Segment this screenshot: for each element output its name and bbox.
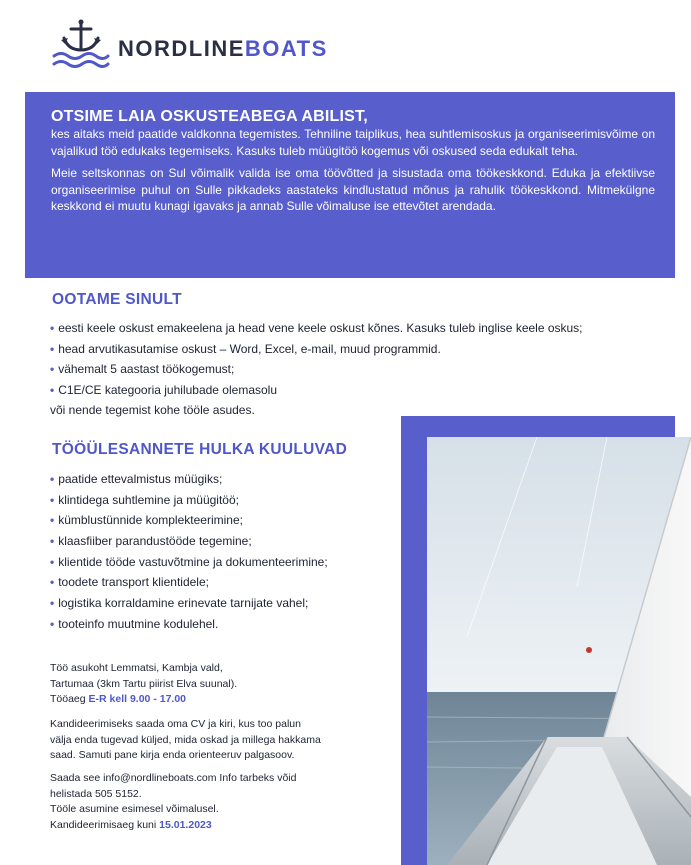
list-item bbox=[50, 318, 583, 339]
deadline-value: 15.01.2023 bbox=[159, 818, 212, 831]
logo-part-2: BOATS bbox=[244, 36, 328, 61]
list-item-text: eesti keele oskust emakeelena ja head vene keele oskust kõnes. Kasuks tuleb inglise keele oskus; bbox=[58, 321, 583, 335]
bullet-icon: • bbox=[50, 575, 55, 590]
start-line: Tööle asumine esimesel võimalusel. bbox=[50, 803, 219, 815]
bullet-icon: • bbox=[50, 383, 55, 398]
list-item bbox=[50, 469, 328, 490]
hours-label: Tööaeg bbox=[50, 693, 89, 705]
hours-value: E-R kell 9.00 - 17.00 bbox=[88, 693, 187, 705]
list-item-text: klientide tööde vastuvõtmine ja dokumenteerimine; bbox=[58, 554, 328, 569]
application-info bbox=[50, 717, 321, 764]
list-item-text: klintidega suhtlemine ja müügitöö; bbox=[58, 492, 239, 507]
send-line-2: helistada 505 5152. bbox=[50, 787, 142, 800]
list-item bbox=[50, 614, 328, 635]
list-item bbox=[50, 339, 583, 360]
banner-paragraph-2: Meie seltskonnas on Sul võimalik valida ise oma töövõtted ja sisustada oma töökeskkond. Eduka ja efektiivse organiseerimise puhul on Sulle pikkadeks aastateks kindlustatud mõnus ja rahulik töökeskkond. Mitmekülgne keskkond ei muutu kunagi igavaks ja annab Sulle võimaluse ise ettevõtet arendada. bbox=[51, 166, 655, 213]
company-logo bbox=[50, 18, 330, 70]
location-line-2: Tartumaa (3km Tartu piirist Elva suunal). bbox=[50, 677, 238, 690]
list-item-text: tooteinfo muutmine kodulehel. bbox=[58, 616, 219, 631]
banner-heading: OTSIME LAIA OSKUSTEABEGA ABILIST, bbox=[51, 108, 368, 125]
bullet-icon: • bbox=[50, 472, 55, 486]
list-item bbox=[50, 510, 328, 531]
list-item-text: C1E/CE kategooria juhilubade olemasolu bbox=[58, 383, 278, 398]
location-line-1: Töö asukoht Lemmatsi, Kambja vald, bbox=[50, 662, 223, 674]
bullet-icon: • bbox=[50, 513, 55, 528]
sailboat-photo bbox=[427, 437, 691, 865]
job-info bbox=[50, 661, 237, 708]
apply-line-3: saad. Samuti pane kirja enda orienteeruv palgasoov. bbox=[50, 749, 295, 761]
list-item-text: toodete transport klientidele; bbox=[58, 575, 209, 590]
list-item-text: vähemalt 5 aastast töökogemust; bbox=[58, 362, 235, 377]
list-item bbox=[50, 359, 583, 380]
apply-line-1: Kandideerimiseks saada oma CV ja kiri, kus too palun bbox=[50, 718, 301, 730]
list-item bbox=[50, 490, 328, 511]
anchor-waves-icon bbox=[50, 18, 112, 70]
bullet-icon: • bbox=[50, 321, 55, 335]
bullet-icon: • bbox=[50, 534, 55, 549]
list-item-text: logistika korraldamine erinevate tarnijate vahel; bbox=[58, 596, 309, 611]
bullet-icon: • bbox=[50, 362, 55, 377]
sailboat-illustration bbox=[427, 437, 691, 865]
bullet-icon: • bbox=[50, 596, 55, 611]
bullet-icon: • bbox=[50, 341, 55, 356]
tasks-title: TÖÖÜLESANNETE HULKA KUULUVAD bbox=[52, 441, 348, 458]
bullet-icon: • bbox=[50, 492, 55, 507]
list-item-text: klaasfiiber parandustööde tegemine; bbox=[58, 534, 252, 549]
list-item-text: kümblustünnide komplekteerimine; bbox=[58, 513, 243, 528]
list-item bbox=[50, 552, 328, 573]
list-item-text: head arvutikasutamise oskust – Word, Excel, e-mail, muud programmid. bbox=[58, 341, 441, 356]
deadline-label: Kandideerimisaeg kuni bbox=[50, 818, 160, 831]
contact-info bbox=[50, 771, 296, 833]
expect-title: OOTAME SINULT bbox=[52, 291, 182, 308]
expect-list bbox=[50, 318, 583, 401]
working-hours bbox=[50, 692, 237, 708]
banner-paragraph-1: kes aitaks meid paatide valdkonna tegemistes. Tehniline taiplikus, hea suhtlemisoskus ja organiseerimisvõime on vajalikud töö edukaks tegemiseks. Kasuks tuleb müügitöö kogemus või oskused seda edukalt teha. bbox=[51, 127, 655, 158]
expect-after-text: või nende tegemist kohe tööle asudes. bbox=[50, 403, 255, 417]
logo-wordmark bbox=[118, 36, 328, 62]
intro-banner bbox=[25, 92, 675, 278]
list-item bbox=[50, 380, 583, 401]
list-item-text: paatide ettevalmistus müügiks; bbox=[58, 472, 223, 486]
list-item bbox=[50, 593, 328, 614]
deadline-line bbox=[50, 818, 296, 834]
send-line-1: Saada see info@nordlineboats.com Info tarbeks võid bbox=[50, 772, 297, 784]
bullet-icon: • bbox=[50, 554, 55, 569]
apply-line-2: välja enda tugevad küljed, mida oskad ja millega hakkama bbox=[50, 733, 321, 746]
list-item bbox=[50, 531, 328, 552]
logo-part-1: NORDLINE bbox=[118, 36, 245, 61]
tasks-list bbox=[50, 469, 328, 635]
list-item bbox=[50, 572, 328, 593]
bullet-icon: • bbox=[50, 616, 55, 631]
